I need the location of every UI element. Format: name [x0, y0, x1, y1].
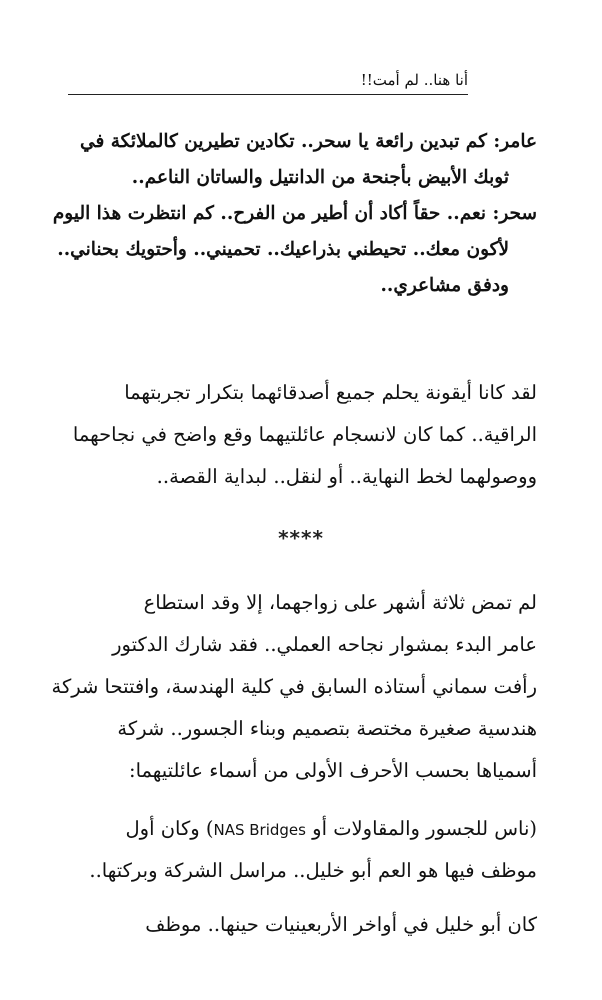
running-title: أنا هنا.. لم أمت!! [360, 71, 468, 89]
paragraph-line: كان أبو خليل في أواخر الأربعينيات حينها.. موظف [145, 913, 537, 936]
dialogue-line: لأكون معك.. تحيطني بذراعيك.. تحميني.. وأحتويك بحناني.. [57, 239, 509, 260]
paragraph [51, 582, 537, 792]
paragraph-line: لقد كانا أيقونة يحلم جميع أصدقائهما بتكرار تجربتهما [124, 381, 537, 404]
paragraph-line: هندسية صغيرة مختصة بتصميم وبناء الجسور.. شركة [117, 717, 537, 740]
paragraph [55, 808, 537, 892]
paragraph [55, 902, 537, 948]
text-segment: (ناس للجسور والمقاولات أو [305, 817, 537, 840]
paragraph-line: أسمياها بحسب الأحرف الأولى من أسماء عائلتيهما: [129, 759, 537, 782]
paragraph-line: لم تمض ثلاثة أشهر على زواجهما، إلا وقد استطاع [143, 591, 537, 614]
paragraph-line [55, 808, 537, 850]
dialogue-line: ثوبك الأبيض بأجنحة من الدانتيل والساتان الناعم.. [131, 167, 509, 188]
company-name-latin: NAS Bridges [213, 821, 306, 839]
paragraph-line: موظف فيها هو العم أبو خليل.. مراسل الشركة وبركتها.. [89, 859, 537, 882]
paragraph [55, 372, 537, 498]
paragraph-line: عامر البدء بمشوار نجاحه العملي.. فقد شارك الدكتور [112, 633, 537, 656]
paragraph-line: رأفت سماني أستاذه السابق في كلية الهندسة، وافتتحا شركة [51, 675, 537, 698]
paragraph-line: ووصولهما لخط النهاية.. أو لنقل.. لبداية القصة.. [156, 465, 537, 488]
section-separator: **** [278, 526, 324, 550]
dialogue-line: سحر: نعم.. حقاً أكاد أن أطير من الفرح.. كم انتظرت هذا اليوم [52, 203, 537, 224]
paragraph-line: الراقية.. كما كان لانسجام عائلتيهما وقع واضح في نجاحهما [72, 423, 537, 446]
dialogue-line: عامر: كم تبدين رائعة يا سحر.. تكادين تطيرين كالملائكة في [80, 131, 537, 152]
dialogue-block [52, 124, 537, 304]
dialogue-line: ودفق مشاعري.. [380, 275, 509, 296]
text-segment: ) وكان أول [125, 817, 214, 840]
running-header [68, 68, 468, 95]
